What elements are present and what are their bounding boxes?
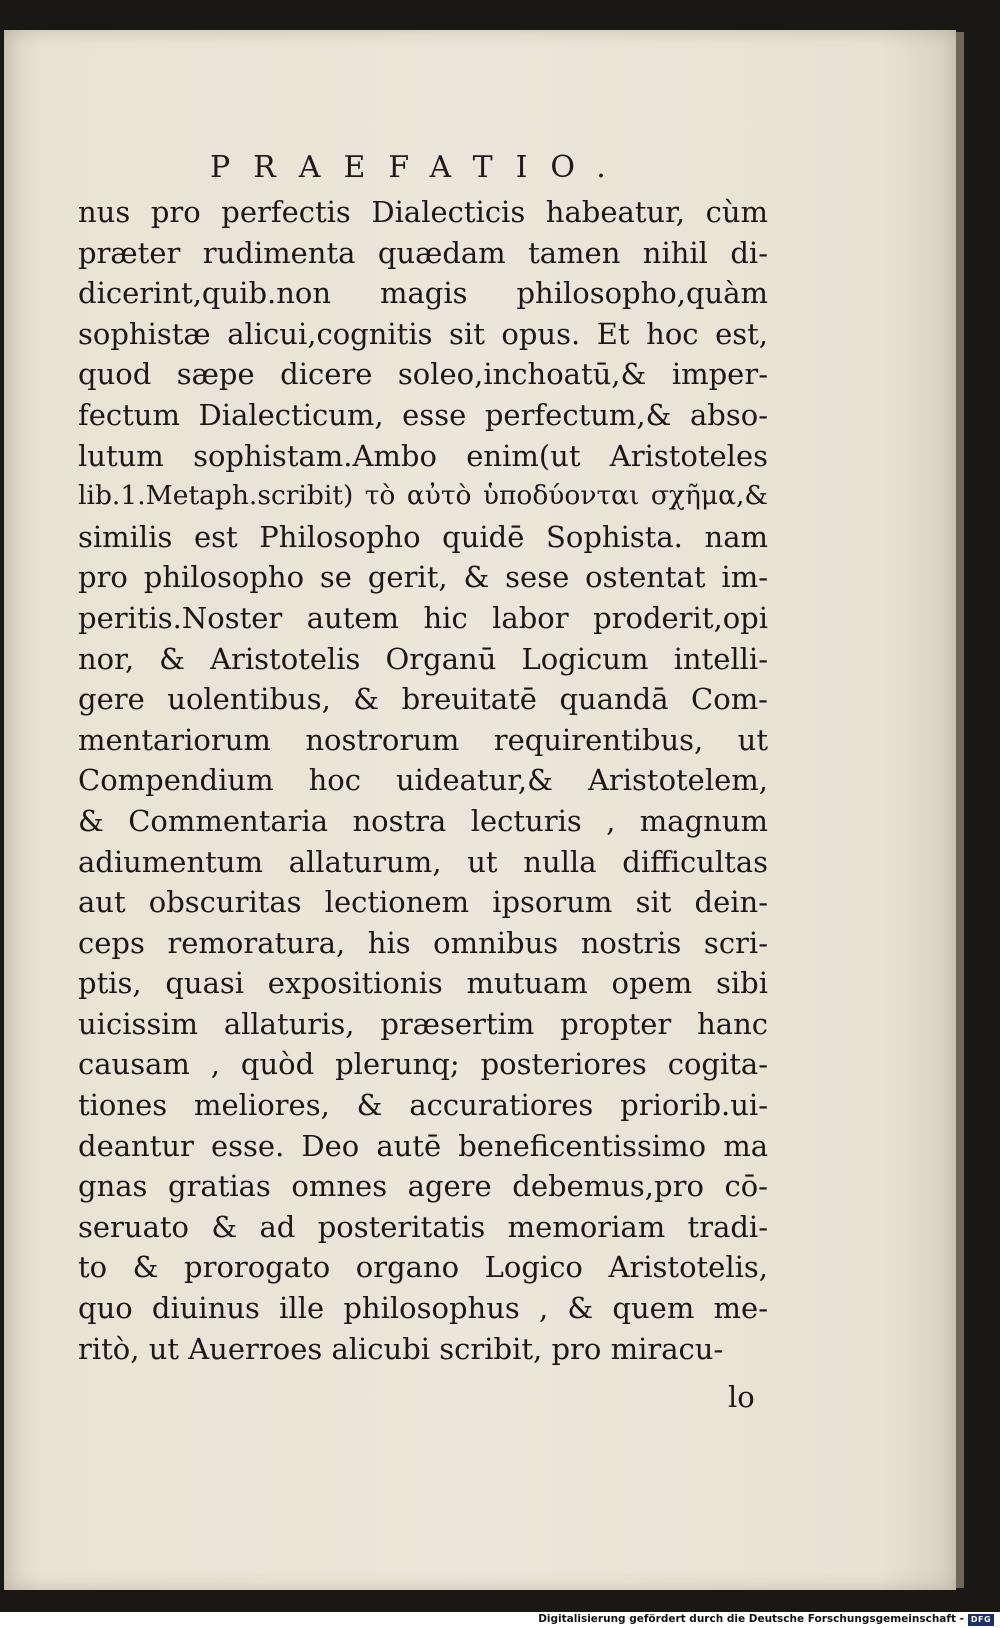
text-line: dicerint,quib.non magis philosopho,quàm (78, 276, 768, 311)
text-line: quod sæpe dicere soleo,inchoatū,& imper- (78, 357, 768, 392)
text-line: aut obscuritas lectionem ipsorum sit dein- (78, 885, 768, 920)
text-line: mentariorum nostrorum requirentibus, ut (78, 722, 768, 757)
text-line: similis est Philosopho quidē Sophista. nam (78, 519, 768, 554)
text-line: quo diuinus ille philosophus , & quem me- (78, 1291, 768, 1326)
text-line: lib.1.Metaph.scribit) τὸ αὐτὸ ὑποδύονται σχῆμα,& (78, 480, 768, 512)
text-line: lutum sophistam.Ambo enim(ut Aristoteles (78, 438, 768, 473)
text-line: nus pro perfectis Dialecticis habeatur, cùm (78, 195, 768, 229)
text-line: gnas gratias omnes agere debemus,pro cō- (78, 1169, 768, 1204)
catchword: lo (728, 1380, 755, 1414)
text-line: sophistæ alicui,cognitis sit opus. Et hoc est, (78, 316, 768, 351)
page-edge (956, 32, 964, 1588)
body-text (78, 192, 768, 1369)
text-line: deantur esse. Deo autē beneficentissimo ma (78, 1128, 768, 1163)
text-line: fectum Dialecticum, esse perfectum,& abso- (78, 397, 768, 432)
text-line: nor, & Aristotelis Organū Logicum intelli- (78, 641, 768, 676)
funding-credit: Digitalisierung gefördert durch die Deutsche Forschungsgemeinschaft - (538, 1613, 964, 1625)
text-line: tiones meliores, & accuratiores priorib.ui- (78, 1088, 768, 1123)
text-line: ptis, quasi expositionis mutuam opem sibi (78, 966, 768, 1001)
text-line: & Commentaria nostra lecturis , magnum (78, 803, 768, 838)
text-line: to & prorogato organo Logico Aristotelis, (78, 1250, 768, 1285)
text-line: pro philosopho se gerit, & sese ostentat im- (78, 560, 768, 595)
text-line: præter rudimenta quædam tamen nihil di- (78, 235, 768, 270)
text-line: causam , quòd plerunq; posteriores cogita- (78, 1047, 768, 1082)
running-head: PRAEFATIO. (210, 150, 629, 185)
text-line: adiumentum allaturum, ut nulla difficultas (78, 844, 768, 879)
text-line: uicissim allaturis, præsertim propter hanc (78, 1006, 768, 1041)
text-line: Compendium hoc uideatur,& Aristotelem, (78, 763, 768, 798)
text-line: peritis.Noster autem hic labor proderit,opi (78, 600, 768, 635)
text-line: gere uolentibus, & breuitatē quandā Com- (78, 682, 768, 717)
dfg-logo: DFG (968, 1614, 994, 1626)
text-line: seruato & ad posteritatis memoriam tradi- (78, 1209, 768, 1244)
text-line: ritò, ut Auerroes alicubi scribit, pro miracu- (78, 1331, 724, 1366)
text-line: ceps remoratura, his omnibus nostris scri- (78, 925, 768, 960)
